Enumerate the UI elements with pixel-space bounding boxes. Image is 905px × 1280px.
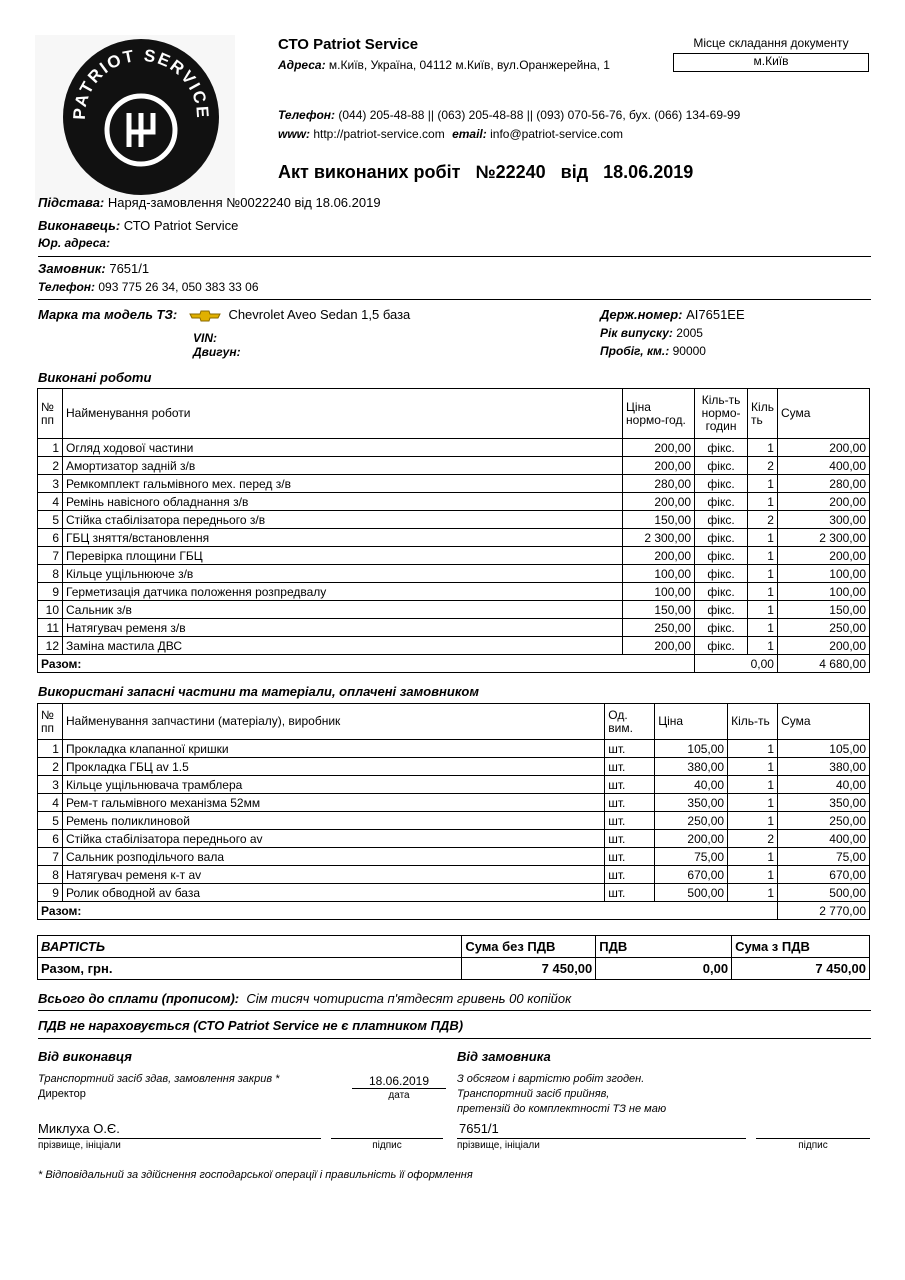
vat-note: ПДВ не нараховується (СТО Patriot Service не є платником ПДВ) [38,1018,464,1033]
parts-header-row [38,704,870,740]
vin-label: VIN: [193,331,217,345]
document-title: Акт виконаних робіт №22240 від 18.06.2019 [278,162,694,182]
row-number: 2 [38,758,63,776]
company-address: Адреса: м.Київ, Україна, 04112 м.Київ, вул.Оранжерейна, 1 [278,58,610,72]
parts-total-row [38,902,870,920]
works-title: Виконані роботи [38,370,152,385]
executor-signature-line[interactable] [331,1138,443,1139]
work-name: Ремкомплект гальмівного мех. перед з/в [63,475,623,493]
cost-vat: 0,00 [596,958,732,980]
parts-total-label: Разом: [38,902,778,920]
part-qty: 1 [728,740,778,758]
part-qty: 1 [728,866,778,884]
part-qty: 1 [728,758,778,776]
part-qty: 2 [728,830,778,848]
cost-header-no-vat: Сума без ПДВ [462,936,596,958]
company-web: www: http://patriot-service.com email: info@patriot-service.com [278,127,623,141]
divider [38,299,871,300]
table-row [38,740,870,758]
work-norm: фікс. [695,565,748,583]
work-name: ГБЦ зняття/встановлення [63,529,623,547]
col-price: Ціна [655,704,728,740]
work-sum: 200,00 [777,439,869,457]
work-norm: фікс. [695,511,748,529]
work-name: Стійка стабілізатора переднього з/в [63,511,623,529]
part-unit: шт. [605,794,655,812]
part-sum: 75,00 [778,848,870,866]
chevrolet-logo-icon [189,310,221,322]
table-row [38,637,870,655]
table-row [38,457,870,475]
work-norm: фікс. [695,493,748,511]
cost-header-with-vat: Сума з ПДВ [732,936,870,958]
part-sum: 250,00 [778,812,870,830]
parts-total-sum: 2 770,00 [778,902,870,920]
part-name: Кільце ущільнювача трамблера [62,776,604,794]
part-sum: 400,00 [778,830,870,848]
part-unit: шт. [605,758,655,776]
cost-row-label: Разом, грн. [38,958,462,980]
customer-name-line [457,1138,746,1139]
part-qty: 1 [728,794,778,812]
col-name: Найменування роботи [63,389,623,439]
cost-header-vat: ПДВ [596,936,732,958]
logo-emblem [35,35,235,200]
row-number: 5 [38,812,63,830]
work-qty: 1 [748,601,778,619]
work-name: Сальник з/в [63,601,623,619]
works-total-row [38,655,870,673]
work-qty: 2 [748,511,778,529]
engine-label: Двигун: [193,345,241,359]
row-number: 2 [38,457,63,475]
col-no: № пп [38,704,63,740]
work-qty: 1 [748,565,778,583]
row-number: 4 [38,794,63,812]
work-qty: 1 [748,493,778,511]
part-unit: шт. [605,848,655,866]
table-row [38,812,870,830]
table-row [38,601,870,619]
table-row [38,493,870,511]
cost-header-row [38,936,870,958]
work-name: Герметизація датчика положення розпредвалу [63,583,623,601]
col-name: Найменування запчастини (матеріалу), виробник [62,704,604,740]
date-caption: дата [388,1090,410,1101]
basis: Підстава: Наряд-замовлення №0022240 від 18.06.2019 [38,195,381,210]
company-phone: Телефон: (044) 205-48-88 || (063) 205-48-88 || (093) 070-56-76, бух. (066) 134-69-99 [278,108,741,122]
table-row [38,547,870,565]
work-price: 150,00 [623,601,695,619]
work-qty: 1 [748,583,778,601]
work-norm: фікс. [695,529,748,547]
table-row [38,511,870,529]
executor-position: Директор [38,1088,86,1100]
work-price: 100,00 [623,565,695,583]
row-number: 3 [38,776,63,794]
work-price: 2 300,00 [623,529,695,547]
col-sum: Сума [777,389,869,439]
work-sum: 200,00 [777,547,869,565]
cost-with-vat: 7 450,00 [732,958,870,980]
work-sum: 200,00 [777,493,869,511]
part-price: 200,00 [655,830,728,848]
part-price: 40,00 [655,776,728,794]
work-qty: 2 [748,457,778,475]
customer: Замовник: 7651/1 [38,261,150,276]
works-total-norm: 0,00 [695,655,778,673]
work-name: Заміна мастила ДВС [63,637,623,655]
row-number: 4 [38,493,63,511]
work-sum: 2 300,00 [777,529,869,547]
work-price: 200,00 [623,547,695,565]
row-number: 9 [38,884,63,902]
col-norm: Кіль-ть нормо-годин [695,389,748,439]
part-sum: 350,00 [778,794,870,812]
table-row [38,583,870,601]
table-row [38,848,870,866]
works-header-row [38,389,870,439]
col-qty: Кіль ть [748,389,778,439]
part-name: Прокладка клапанної кришки [62,740,604,758]
work-price: 200,00 [623,457,695,475]
table-row [38,884,870,902]
row-number: 6 [38,830,63,848]
table-row [38,529,870,547]
part-sum: 500,00 [778,884,870,902]
work-price: 200,00 [623,439,695,457]
col-qty: Кіль-ть [728,704,778,740]
work-sum: 280,00 [777,475,869,493]
work-norm: фікс. [695,583,748,601]
logo [35,35,235,200]
part-price: 500,00 [655,884,728,902]
col-no: № пп [38,389,63,439]
part-name: Прокладка ГБЦ av 1.5 [62,758,604,776]
part-qty: 1 [728,848,778,866]
part-price: 350,00 [655,794,728,812]
col-unit: Од. вим. [605,704,655,740]
executor-statement: Транспортний засіб здав, замовлення закрив * [38,1073,280,1085]
work-name: Перевірка площини ГБЦ [63,547,623,565]
row-number: 9 [38,583,63,601]
footnote: * Відповідальний за здійснення господарської операції і правильність її оформлення [38,1169,473,1181]
part-price: 380,00 [655,758,728,776]
amount-in-words: Всього до сплати (прописом): Сім тисяч чотириста п'ятдесят гривень 00 копійок [38,991,572,1006]
cost-title: ВАРТІСТЬ [38,936,462,958]
part-name: Сальник розподільчого вала [62,848,604,866]
work-name: Натягувач ременя з/в [63,619,623,637]
work-qty: 1 [748,547,778,565]
part-price: 670,00 [655,866,728,884]
company-name: СТО Patriot Service [278,36,419,53]
table-row [38,794,870,812]
work-norm: фікс. [695,475,748,493]
work-price: 150,00 [623,511,695,529]
work-qty: 1 [748,619,778,637]
vehicle-plate: Держ.номер: AI7651EE [600,307,745,322]
work-qty: 1 [748,439,778,457]
vehicle-mileage: Пробіг, км.: 90000 [600,344,706,358]
part-unit: шт. [605,866,655,884]
work-price: 200,00 [623,493,695,511]
work-name: Амортизатор задній з/в [63,457,623,475]
executor: Виконавець: СТО Patriot Service [38,218,239,233]
customer-name-caption: прізвище, ініціали [457,1140,540,1151]
part-sum: 670,00 [778,866,870,884]
legal-address-label: Юр. адреса: [38,236,111,250]
work-qty: 1 [748,637,778,655]
row-number: 3 [38,475,63,493]
work-sum: 300,00 [777,511,869,529]
works-total-label: Разом: [38,655,695,673]
row-number: 11 [38,619,63,637]
work-name: Кільце ущільнююче з/в [63,565,623,583]
part-qty: 1 [728,812,778,830]
logo-text: PATRIOT SERVICE [69,45,213,121]
work-norm: фікс. [695,637,748,655]
work-norm: фікс. [695,547,748,565]
work-qty: 1 [748,529,778,547]
executor-signature-caption: підпис [372,1140,402,1151]
part-unit: шт. [605,812,655,830]
row-number: 8 [38,565,63,583]
work-price: 250,00 [623,619,695,637]
table-row [38,475,870,493]
row-number: 1 [38,439,63,457]
row-number: 7 [38,848,63,866]
row-number: 7 [38,547,63,565]
part-unit: шт. [605,740,655,758]
col-sum: Сума [778,704,870,740]
row-number: 12 [38,637,63,655]
work-name: Огляд ходової частини [63,439,623,457]
table-row [38,830,870,848]
works-total-sum: 4 680,00 [777,655,869,673]
place-label: Місце складання документу [693,36,849,50]
parts-title: Використані запасні частини та матеріали, оплачені замовником [38,684,479,699]
customer-statement-2: Транспортний засіб прийняв, [457,1088,610,1100]
work-qty: 1 [748,475,778,493]
row-number: 10 [38,601,63,619]
work-norm: фікс. [695,457,748,475]
customer-section-title: Від замовника [457,1049,551,1064]
customer-statement-3: претензій до комплектності ТЗ не маю [457,1103,667,1115]
part-qty: 1 [728,884,778,902]
divider [38,1038,871,1039]
vehicle-model: Марка та модель ТЗ: Chevrolet Aveo Sedan 1,5 база [38,307,411,322]
customer-phone: Телефон: 093 775 26 34, 050 383 33 06 [38,280,259,294]
part-unit: шт. [605,776,655,794]
work-price: 280,00 [623,475,695,493]
part-unit: шт. [605,830,655,848]
executor-name-line [38,1138,321,1139]
work-price: 200,00 [623,637,695,655]
customer-name: 7651/1 [459,1121,499,1136]
table-row [38,565,870,583]
part-name: Рем-т гальмівного механізма 52мм [62,794,604,812]
part-name: Ролик обводной av база [62,884,604,902]
part-name: Натягувач ременя к-т av [62,866,604,884]
website-link[interactable]: http://patriot-service.com [313,127,445,141]
table-row [38,866,870,884]
customer-statement-1: З обсягом і вартістю робіт згоден. [457,1073,645,1085]
work-price: 100,00 [623,583,695,601]
table-row [38,439,870,457]
work-norm: фікс. [695,619,748,637]
work-sum: 200,00 [777,637,869,655]
work-sum: 250,00 [777,619,869,637]
part-sum: 105,00 [778,740,870,758]
work-name: Ремінь навісного обладнання з/в [63,493,623,511]
part-sum: 380,00 [778,758,870,776]
customer-signature-line[interactable] [756,1138,870,1139]
table-row [38,619,870,637]
part-price: 75,00 [655,848,728,866]
part-name: Ремень поликлиновой [62,812,604,830]
sign-date: 18.06.2019 [352,1074,446,1089]
part-price: 250,00 [655,812,728,830]
work-sum: 100,00 [777,583,869,601]
executor-name: Миклуха О.Є. [38,1121,120,1136]
table-row [38,776,870,794]
row-number: 1 [38,740,63,758]
cost-total-row [38,958,870,980]
part-price: 105,00 [655,740,728,758]
part-sum: 40,00 [778,776,870,794]
part-unit: шт. [605,884,655,902]
divider [38,256,871,257]
work-sum: 400,00 [777,457,869,475]
part-name: Стійка стабілізатора переднього av [62,830,604,848]
part-qty: 1 [728,776,778,794]
divider [38,1010,871,1011]
table-row [38,758,870,776]
vehicle-year: Рік випуску: 2005 [600,326,703,340]
works-table [37,388,870,673]
work-sum: 100,00 [777,565,869,583]
cost-table [37,935,870,980]
executor-section-title: Від виконавця [38,1049,132,1064]
row-number: 8 [38,866,63,884]
cost-no-vat: 7 450,00 [462,958,596,980]
parts-table [37,703,870,920]
col-price: Ціна нормо-год. [623,389,695,439]
work-sum: 150,00 [777,601,869,619]
work-norm: фікс. [695,439,748,457]
place-value: м.Київ [673,53,869,72]
email-link[interactable]: info@patriot-service.com [490,127,623,141]
customer-signature-caption: підпис [798,1140,828,1151]
row-number: 5 [38,511,63,529]
work-norm: фікс. [695,601,748,619]
executor-name-caption: прізвище, ініціали [38,1140,121,1151]
row-number: 6 [38,529,63,547]
